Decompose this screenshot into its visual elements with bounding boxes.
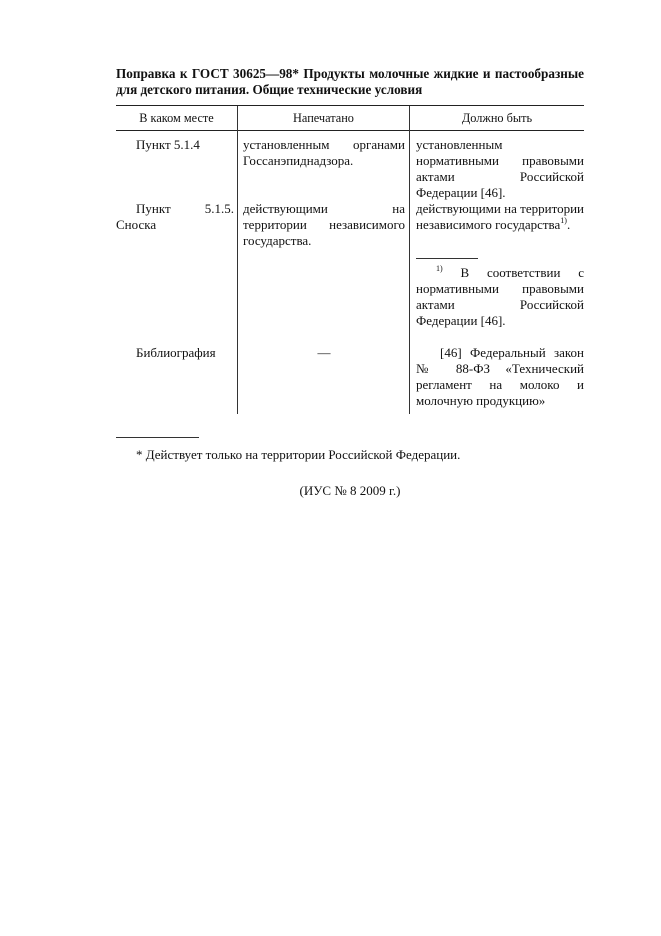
row-2-should-be-text: действующими на территории независимого государства <box>416 201 584 232</box>
footnote-ref-1: 1) <box>560 216 567 225</box>
row-2-place-line2: Сноска <box>116 217 157 232</box>
row-3-should-be: [46] Федеральный закон № 88-ФЗ «Технический регламент на молоко и молочную продукцию» <box>416 345 584 408</box>
header-printed: Напечатано <box>293 111 354 125</box>
row-2-printed: действующими на территории независимого государства. <box>243 201 405 248</box>
source-reference: (ИУС № 8 2009 г.) <box>299 483 401 498</box>
header-should-be: Должно быть <box>461 111 533 125</box>
page-footnote: * Действует только на территории Российской Федерации. <box>136 447 461 462</box>
document-title: Поправка к ГОСТ 30625—98* Продукты молочные жидкие и пастообразные для детского питания. Общие технические условия <box>116 66 584 97</box>
cell-footnote-mark: 1) <box>436 264 443 273</box>
row-2-should-be <box>416 201 584 233</box>
cell-footnote-text: В соответствии с нормативными правовыми актами Российской Федерации [46]. <box>416 265 584 328</box>
row-1-should-be: установленным нормативными правовыми актами Российской Федерации [46]. <box>416 137 584 200</box>
header-place: В каком месте <box>139 111 214 125</box>
row-2-place-line1: Пункт 5.1.5. <box>136 201 234 216</box>
table-column-divider <box>409 106 410 414</box>
page-footnote-separator <box>116 437 199 438</box>
row-2-should-be-end: . <box>566 217 571 232</box>
row-3-printed: — <box>317 345 331 360</box>
table-header-rule <box>116 130 584 131</box>
row-1-place: Пункт 5.1.4 <box>136 137 200 152</box>
row-3-place: Библиография <box>136 345 216 360</box>
row-1-printed: установленным органами Госсанэпиднадзора. <box>243 137 405 168</box>
cell-footnote <box>416 265 584 329</box>
cell-footnote-separator <box>416 258 478 259</box>
table-top-rule <box>116 105 584 106</box>
table-column-divider <box>237 106 238 414</box>
